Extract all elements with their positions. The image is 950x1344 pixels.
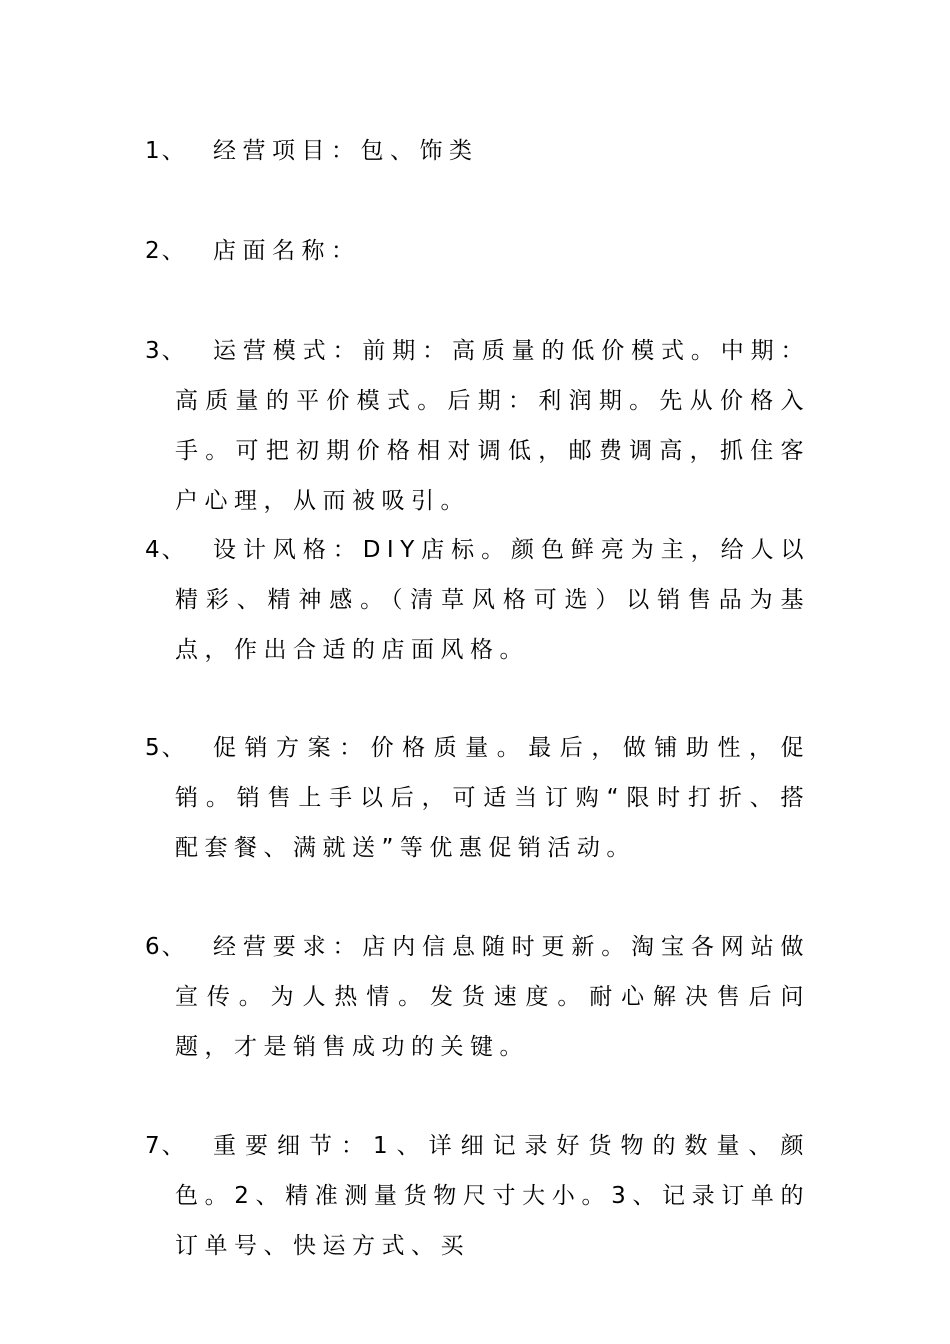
list-item-important-details bbox=[145, 1121, 810, 1271]
item-number: 4、 bbox=[145, 537, 187, 563]
item-text: 店面名称： bbox=[213, 238, 361, 264]
item-number: 1、 bbox=[145, 138, 187, 164]
list-item-store-name bbox=[145, 226, 810, 276]
list-item-operation-mode bbox=[145, 326, 810, 526]
item-number: 6、 bbox=[145, 934, 187, 960]
item-text: 经营项目：包、饰类 bbox=[213, 138, 479, 164]
list-item-promotion-plan bbox=[145, 723, 810, 873]
item-text: 运营模式：前期：高质量的低价模式。中期：高质量的平价模式。后期：利润期。先从价格入手。可把初期价格相对调低，邮费调高，抓住客户心理，从而被吸引。 bbox=[175, 338, 810, 514]
item-text: 设计风格：DIY店标。颜色鲜亮为主，给人以精彩、精神感。（清草风格可选）以销售品为基点，作出合适的店面风格。 bbox=[175, 537, 810, 663]
list-item-business-requirements bbox=[145, 922, 810, 1072]
item-number: 2、 bbox=[145, 238, 187, 264]
item-number: 5、 bbox=[145, 735, 187, 761]
item-number: 3、 bbox=[145, 338, 187, 364]
list-item-business-project bbox=[145, 126, 810, 176]
list-item-design-style bbox=[145, 525, 810, 675]
item-text: 经营要求：店内信息随时更新。淘宝各网站做宣传。为人热情。发货速度。耐心解决售后问题，才是销售成功的关键。 bbox=[175, 934, 810, 1060]
item-number: 7、 bbox=[145, 1133, 187, 1159]
item-text: 重要细节：1、详细记录好货物的数量、颜色。2、精准测量货物尺寸大小。3、记录订单的订单号、快运方式、买 bbox=[175, 1133, 810, 1259]
item-text: 促销方案：价格质量。最后，做铺助性，促销。销售上手以后，可适当订购“限时打折、搭配套餐、满就送”等优惠促销活动。 bbox=[175, 735, 810, 861]
